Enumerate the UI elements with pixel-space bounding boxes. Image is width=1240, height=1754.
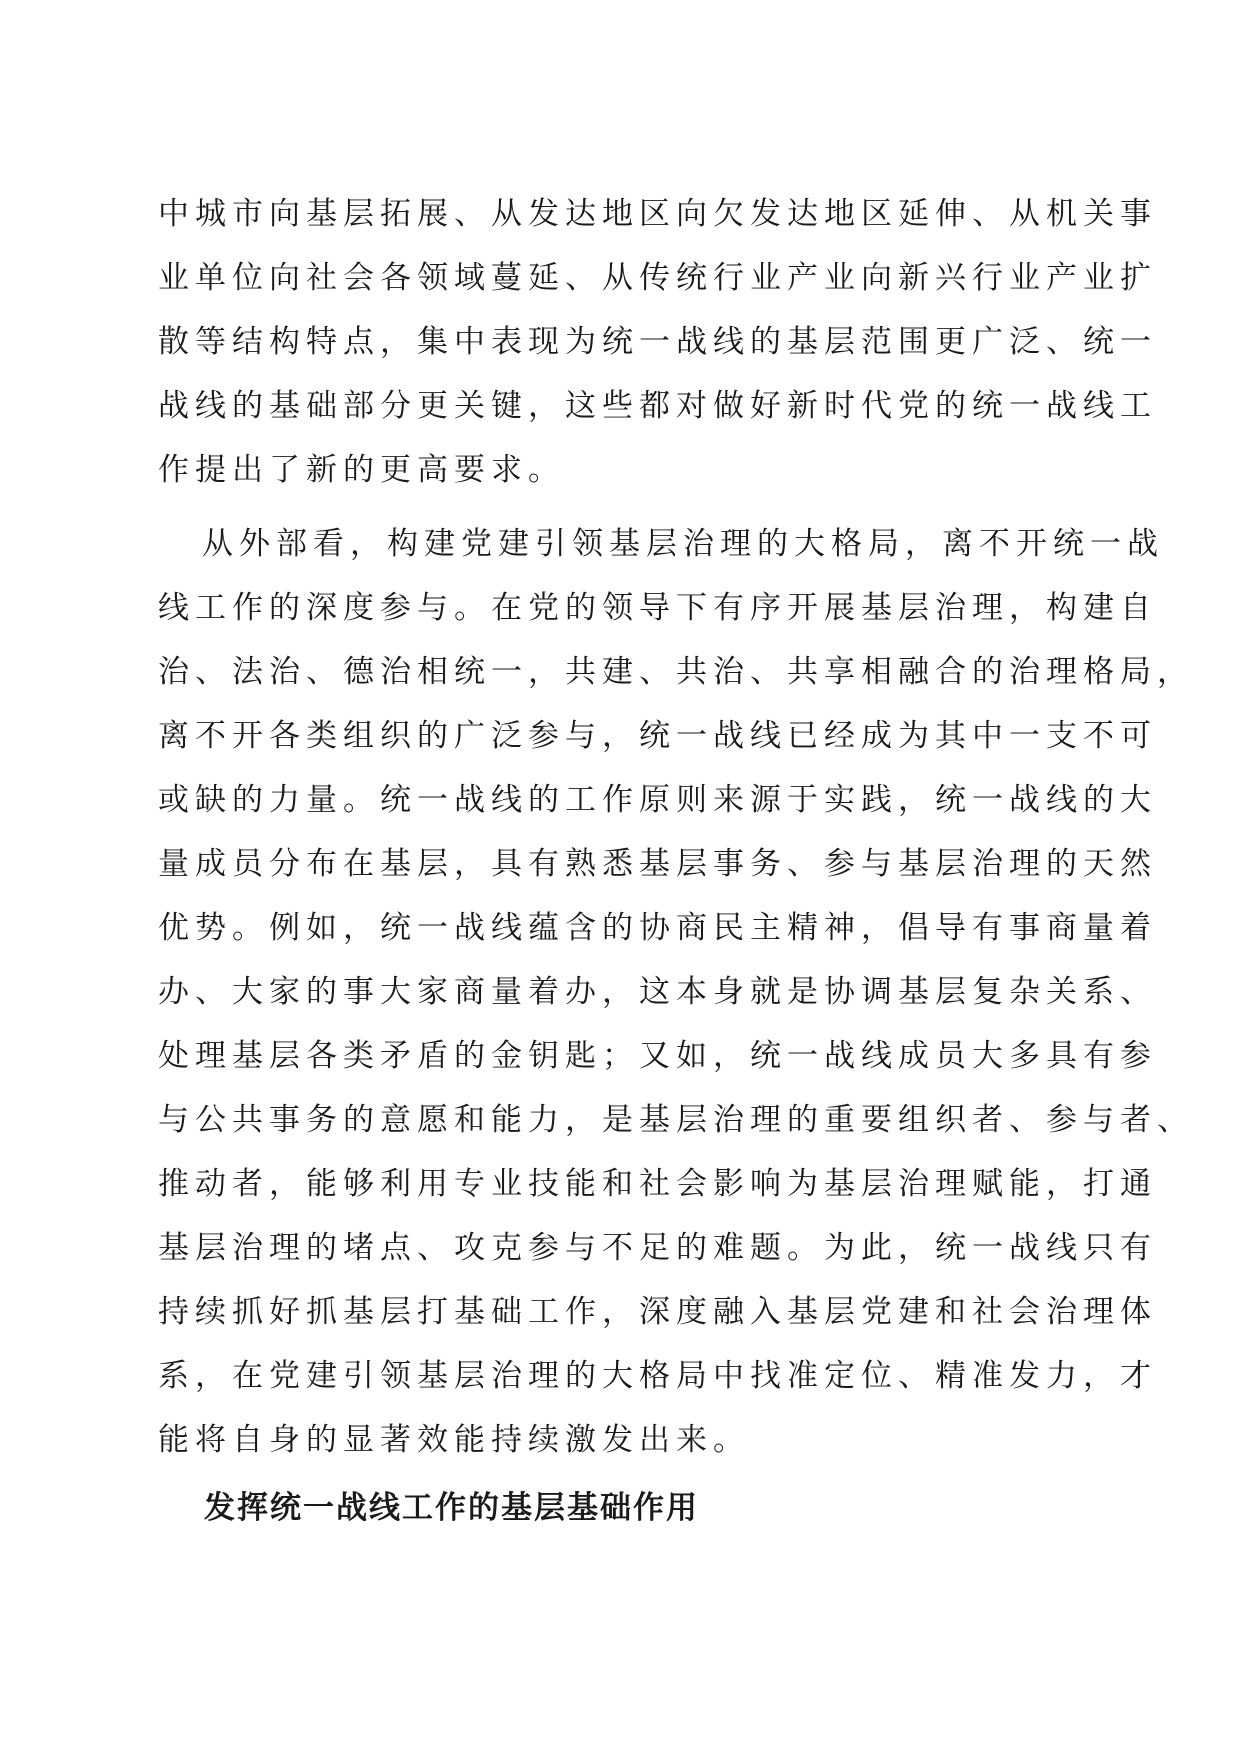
text-line: 离不开各类组织的广泛参与，统一战线已经成为其中一支不可	[158, 718, 1157, 754]
text-line: 业单位向社会各领域蔓延、从传统行业产业向新兴行业产业扩	[158, 260, 1157, 296]
text-line: 线工作的深度参与。在党的领导下有序开展基层治理，构建自	[158, 590, 1157, 626]
paragraph-continued	[158, 182, 1157, 502]
text-line: 推动者，能够利用专业技能和社会影响为基层治理赋能，打通	[158, 1166, 1157, 1202]
text-line: 处理基层各类矛盾的金钥匙；又如，统一战线成员大多具有参	[158, 1038, 1157, 1074]
text-line: 与公共事务的意愿和能力，是基层治理的重要组织者、参与者、	[158, 1102, 1194, 1138]
paragraph-external-view	[158, 512, 1194, 1472]
text-line: 量成员分布在基层，具有熟悉基层事务、参与基层治理的天然	[158, 846, 1157, 882]
text-line: 系，在党建引领基层治理的大格局中找准定位、精准发力，才	[158, 1358, 1157, 1394]
text-line: 从外部看，构建党建引领基层治理的大格局，离不开统一战	[202, 526, 1164, 562]
text-line: 优势。例如，统一战线蕴含的协商民主精神，倡导有事商量着	[158, 910, 1157, 946]
text-line: 基层治理的堵点、攻克参与不足的难题。为此，统一战线只有	[158, 1230, 1157, 1266]
text-line: 散等结构特点，集中表现为统一战线的基层范围更广泛、统一	[158, 324, 1157, 360]
text-line: 能将自身的显著效能持续激发出来。	[158, 1422, 750, 1458]
text-line: 中城市向基层拓展、从发达地区向欠发达地区延伸、从机关事	[158, 196, 1157, 232]
text-line: 或缺的力量。统一战线的工作原则来源于实践，统一战线的大	[158, 782, 1157, 818]
text-line: 战线的基础部分更关键，这些都对做好新时代党的统一战线工	[158, 388, 1157, 424]
section-heading: 发挥统一战线工作的基层基础作用	[204, 1490, 699, 1526]
text-line: 作提出了新的更高要求。	[158, 452, 565, 488]
text-line: 持续抓好抓基层打基础工作，深度融入基层党建和社会治理体	[158, 1294, 1157, 1330]
text-line: 办、大家的事大家商量着办，这本身就是协调基层复杂关系、	[158, 974, 1157, 1010]
text-line: 治、法治、德治相统一，共建、共治、共享相融合的治理格局，	[158, 654, 1194, 690]
